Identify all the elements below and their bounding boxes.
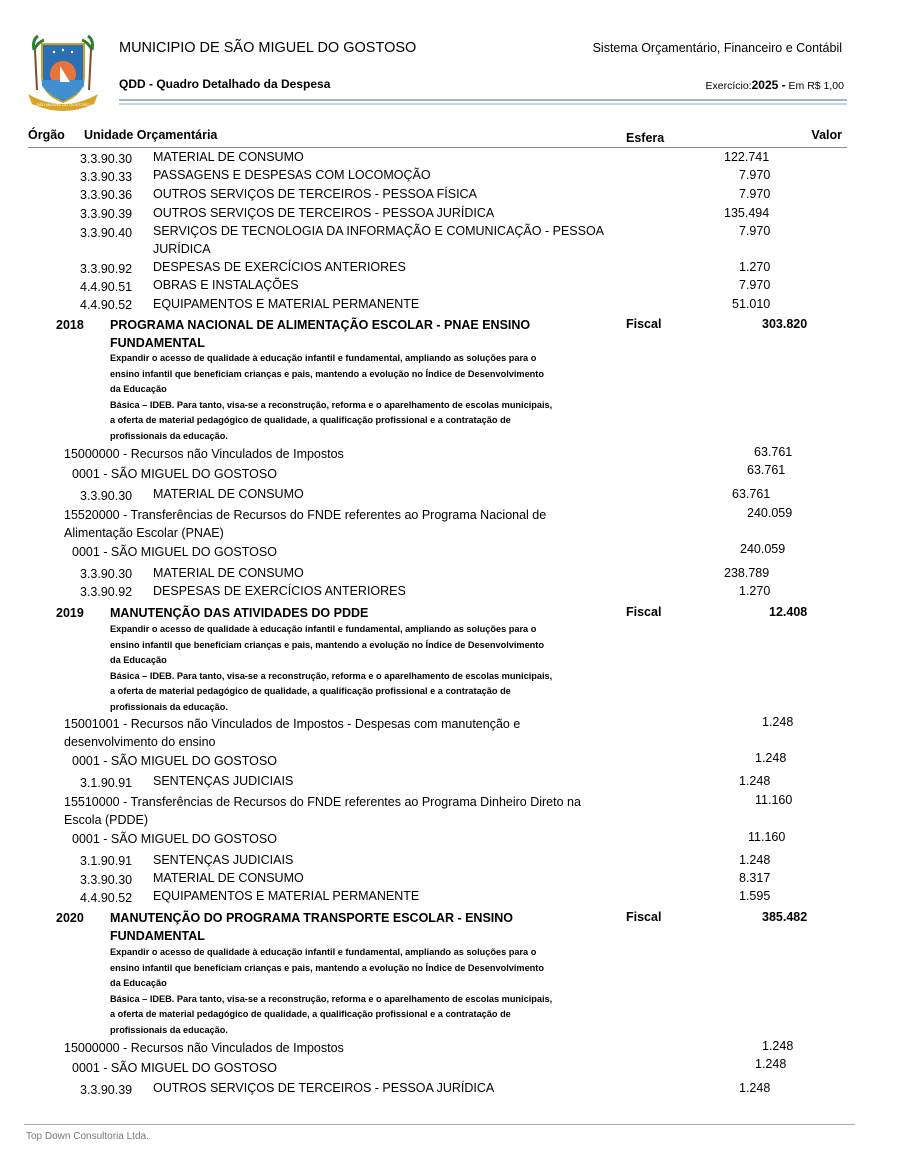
program-title: MANUTENÇÃO DO PROGRAMA TRANSPORTE ESCOLAR - ENSINO xyxy=(110,911,514,925)
program-number: 2020 xyxy=(56,911,84,925)
item-value: 7.970 xyxy=(739,224,771,238)
program-number: 2019 xyxy=(56,606,84,620)
program-objective: Expandir o acesso de qualidade à educação infantil e fundamental, ampliando as soluções para o ensino infantil que beneficiam crianças e pais, mantendo a evolução no Índice de Desenvolvimento da Educação Básica – IDEB. Para tanto, visa-se a reconstrução, reforma e o aparelhamento de escolas municipais, a oferta de material pedagógico de qualidade, a qualificação profissional e a contratação de profissionais da educação. xyxy=(110,624,553,712)
col-unidade: Unidade Orçamentária xyxy=(84,128,218,142)
report-title: QDD - Quadro Detalhado da Despesa xyxy=(119,77,331,91)
item-value: 7.970 xyxy=(739,187,771,201)
item-code: 3.3.90.39 xyxy=(80,207,133,221)
municipality-name: MUNICIPIO DE SÃO MIGUEL DO GOSTOSO xyxy=(119,40,417,56)
item-value: 51.010 xyxy=(732,297,771,311)
item-code: 3.3.90.30 xyxy=(80,489,133,503)
header-divider xyxy=(119,99,847,101)
budget-unit: 0001 - SÃO MIGUEL DO GOSTOSO xyxy=(72,545,277,559)
item-code: 3.1.90.91 xyxy=(80,776,133,790)
item-desc: DESPESAS DE EXERCÍCIOS ANTERIORES xyxy=(153,584,406,598)
item-code: 4.4.90.51 xyxy=(80,280,133,294)
program-esfera: Fiscal xyxy=(626,317,662,331)
item-value: 7.970 xyxy=(739,168,771,182)
item-desc: SERVIÇOS DE TECNOLOGIA DA INFORMAÇÃO E COMUNICAÇÃO - PESSOA xyxy=(153,224,605,238)
item-desc: OUTROS SERVIÇOS DE TERCEIROS - PESSOA FÍSICA xyxy=(153,187,477,201)
item-code: 3.3.90.92 xyxy=(80,585,133,599)
item-value: 1.248 xyxy=(739,1081,771,1095)
item-desc: EQUIPAMENTOS E MATERIAL PERMANENTE xyxy=(153,297,420,311)
item-value: 135.494 xyxy=(724,206,770,220)
unit-value: 1.248 xyxy=(755,751,787,765)
item-value: 1.248 xyxy=(739,853,771,867)
resource-source: 15520000 - Transferências de Recursos do FNDE referentes ao Programa Nacional de xyxy=(64,508,547,522)
resource-source: 15510000 - Transferências de Recursos do FNDE referentes ao Programa Dinheiro Direto na xyxy=(64,795,581,809)
program-number: 2018 xyxy=(56,318,84,332)
program-value: 385.482 xyxy=(762,910,808,924)
item-code: 4.4.90.52 xyxy=(80,298,133,312)
item-code: 3.3.90.36 xyxy=(80,188,133,202)
item-code: 3.3.90.40 xyxy=(80,226,133,240)
item-value: 63.761 xyxy=(732,487,771,501)
exercise-year: 2025 - xyxy=(751,78,786,92)
budget-unit: 0001 - SÃO MIGUEL DO GOSTOSO xyxy=(72,754,277,768)
budget-unit: 0001 - SÃO MIGUEL DO GOSTOSO xyxy=(72,832,277,846)
item-code: 3.3.90.30 xyxy=(80,567,133,581)
footer-company: Top Down Consultoria Ltda. xyxy=(26,1131,149,1142)
budget-unit: 0001 - SÃO MIGUEL DO GOSTOSO xyxy=(72,467,277,481)
resource-source-cont: Alimentação Escolar (PNAE) xyxy=(64,526,224,540)
budget-unit: 0001 - SÃO MIGUEL DO GOSTOSO xyxy=(72,1061,277,1075)
item-value: 1.270 xyxy=(739,584,771,598)
item-desc: OUTROS SERVIÇOS DE TERCEIROS - PESSOA JURÍDICA xyxy=(153,206,495,220)
item-desc: MATERIAL DE CONSUMO xyxy=(153,566,304,580)
item-value: 8.317 xyxy=(739,871,771,885)
item-desc: SENTENÇAS JUDICIAIS xyxy=(153,853,294,867)
program-title: MANUTENÇÃO DAS ATIVIDADES DO PDDE xyxy=(110,606,369,620)
resource-value: 1.248 xyxy=(762,1039,794,1053)
municipal-coat-of-arms-logo xyxy=(24,30,102,112)
item-code: 3.1.90.91 xyxy=(80,854,133,868)
program-title: PROGRAMA NACIONAL DE ALIMENTAÇÃO ESCOLAR - PNAE ENSINO xyxy=(110,318,531,332)
item-desc: MATERIAL DE CONSUMO xyxy=(153,871,304,885)
item-code: 3.3.90.92 xyxy=(80,262,133,276)
item-code: 3.3.90.30 xyxy=(80,873,133,887)
program-title-cont: FUNDAMENTAL xyxy=(110,929,205,943)
unit-value: 240.059 xyxy=(740,542,786,556)
item-value: 238.789 xyxy=(724,566,770,580)
unit-value: 11.160 xyxy=(748,830,786,844)
program-value: 12.408 xyxy=(769,605,808,619)
col-valor: Valor xyxy=(811,128,842,142)
exercise-info xyxy=(705,78,844,92)
resource-source-cont: Escola (PDDE) xyxy=(64,813,149,827)
item-value: 7.970 xyxy=(739,278,771,292)
footer-divider xyxy=(24,1124,855,1125)
resource-source-cont: desenvolvimento do ensino xyxy=(64,735,216,749)
resource-source: 15001001 - Recursos não Vinculados de Impostos - Despesas com manutenção e xyxy=(64,717,521,731)
logo-banner-text: SÃO MIGUEL DO GOSTOSO xyxy=(36,102,90,107)
exercise-label: Exercício: xyxy=(705,80,752,92)
resource-value: 1.248 xyxy=(762,715,794,729)
column-header-divider xyxy=(28,147,847,148)
col-esfera: Esfera xyxy=(626,131,665,145)
program-objective: Expandir o acesso de qualidade à educação infantil e fundamental, ampliando as soluções para o ensino infantil que beneficiam crianças e pais, mantendo a evolução no Índice de Desenvolvimento da Educação Básica – IDEB. Para tanto, visa-se a reconstrução, reforma e o aparelhamento de escolas municipais, a oferta de material pedagógico de qualidade, a qualificação profissional e a contratação de profissionais da educação. xyxy=(110,353,553,441)
program-title-cont: FUNDAMENTAL xyxy=(110,336,205,350)
item-desc: OBRAS E INSTALAÇÕES xyxy=(153,278,299,292)
item-desc: SENTENÇAS JUDICIAIS xyxy=(153,774,294,788)
item-value: 1.248 xyxy=(739,774,771,788)
item-value: 1.595 xyxy=(739,889,771,903)
program-objective: Expandir o acesso de qualidade à educação infantil e fundamental, ampliando as soluções para o ensino infantil que beneficiam crianças e pais, mantendo a evolução no Índice de Desenvolvimento da Educação Básica – IDEB. Para tanto, visa-se a reconstrução, reforma e o aparelhamento de escolas municipais, a oferta de material pedagógico de qualidade, a qualificação profissional e a contratação de profissionais da educação. xyxy=(110,947,553,1035)
item-desc: OUTROS SERVIÇOS DE TERCEIROS - PESSOA JURÍDICA xyxy=(153,1081,495,1095)
unit-value: 63.761 xyxy=(747,463,786,477)
item-code: 3.3.90.33 xyxy=(80,170,133,184)
unit-value: 1.248 xyxy=(755,1057,787,1071)
item-value: 122.741 xyxy=(724,150,770,164)
item-desc: PASSAGENS E DESPESAS COM LOCOMOÇÃO xyxy=(153,168,431,182)
item-desc: DESPESAS DE EXERCÍCIOS ANTERIORES xyxy=(153,260,406,274)
item-desc: MATERIAL DE CONSUMO xyxy=(153,487,304,501)
item-value: 1.270 xyxy=(739,260,771,274)
currency-label: Em R$ 1,00 xyxy=(788,80,844,92)
program-esfera: Fiscal xyxy=(626,910,662,924)
resource-value: 63.761 xyxy=(754,445,793,459)
program-esfera: Fiscal xyxy=(626,605,662,619)
resource-source: 15000000 - Recursos não Vinculados de Impostos xyxy=(64,447,344,461)
item-desc: EQUIPAMENTOS E MATERIAL PERMANENTE xyxy=(153,889,420,903)
item-desc: MATERIAL DE CONSUMO xyxy=(153,150,304,164)
resource-source: 15000000 - Recursos não Vinculados de Impostos xyxy=(64,1041,344,1055)
item-code: 3.3.90.39 xyxy=(80,1083,133,1097)
resource-value: 11.160 xyxy=(755,793,793,807)
item-code: 4.4.90.52 xyxy=(80,891,133,905)
resource-value: 240.059 xyxy=(747,506,793,520)
header-divider-2 xyxy=(119,103,847,105)
item-desc-cont: JURÍDICA xyxy=(153,242,211,256)
col-orgao: Órgão xyxy=(28,128,65,142)
system-name: Sistema Orçamentário, Financeiro e Contábil xyxy=(592,41,842,55)
program-value: 303.820 xyxy=(762,317,808,331)
item-code: 3.3.90.30 xyxy=(80,152,133,166)
